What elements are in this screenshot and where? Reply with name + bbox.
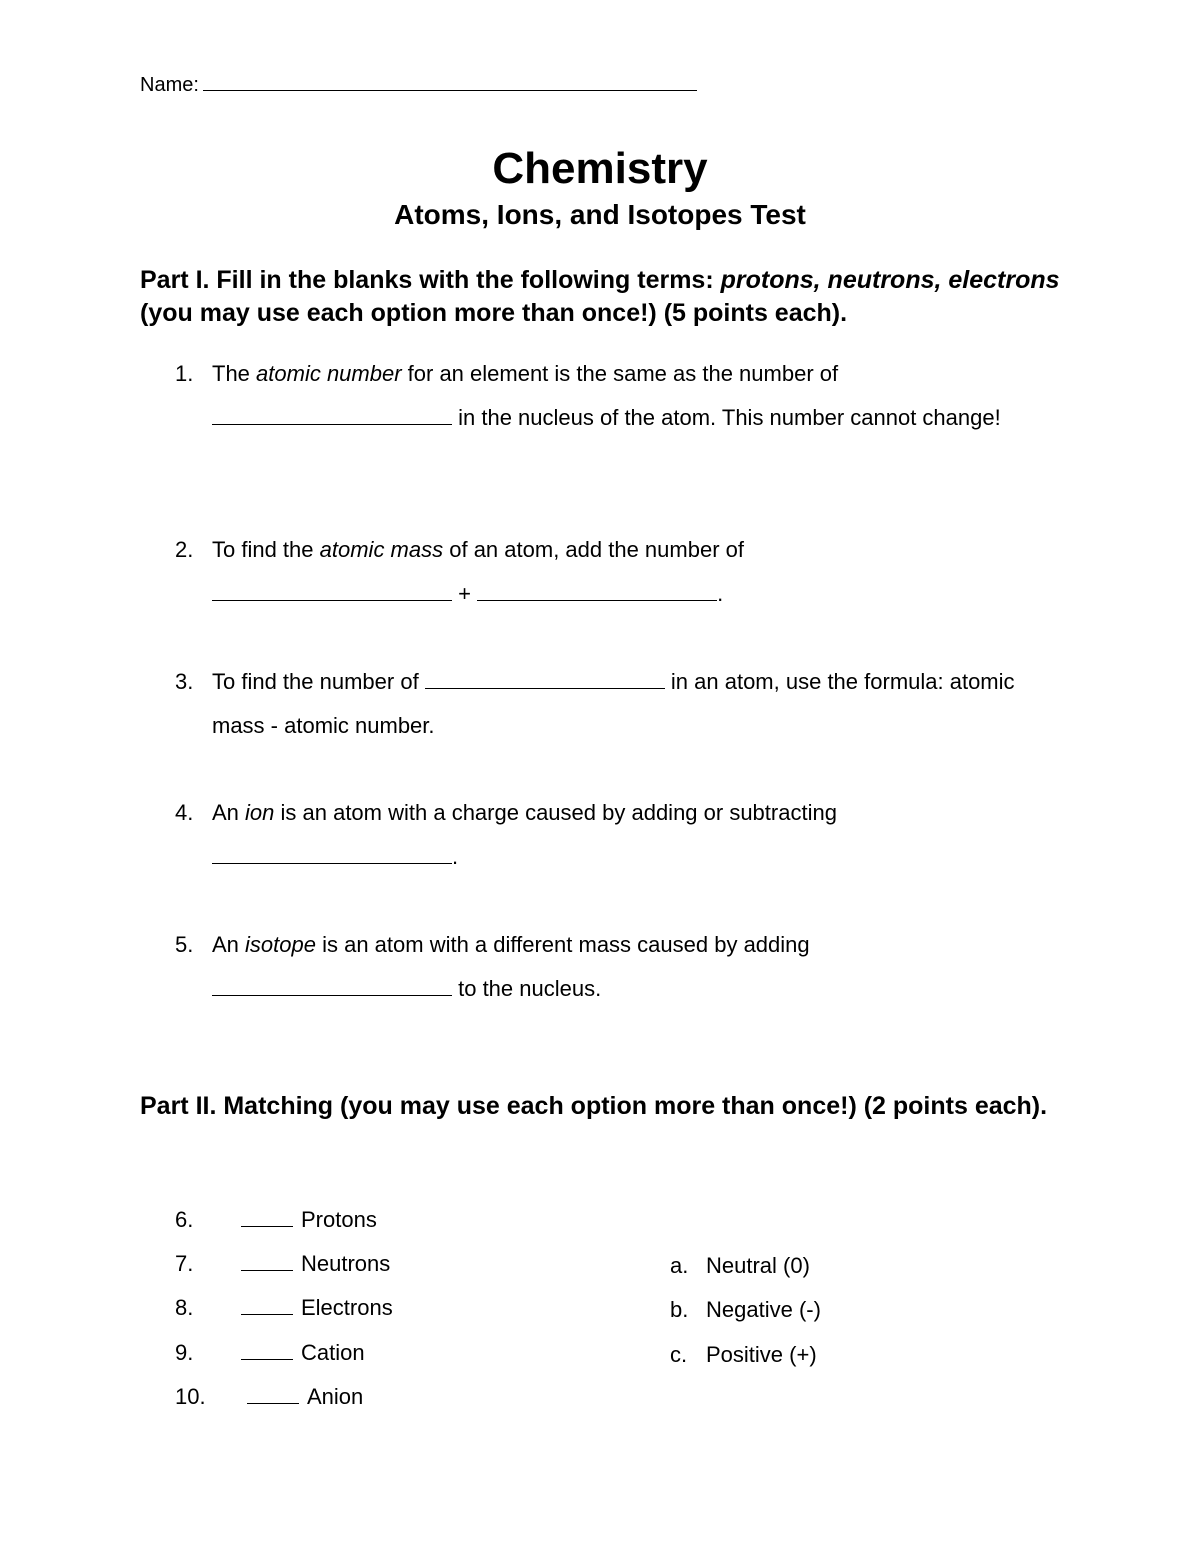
question-text: An <box>212 800 246 825</box>
name-label: Name: <box>140 74 199 96</box>
part2-heading: Part II. Matching (you may use each option more than once!) (2 points each). <box>140 1092 1048 1120</box>
question-text: To find the <box>212 537 320 562</box>
match-blank[interactable] <box>241 1250 293 1271</box>
match-blank[interactable] <box>241 1339 293 1360</box>
answer-blank[interactable] <box>212 843 452 864</box>
match-blank[interactable] <box>241 1294 293 1315</box>
answer-blank[interactable] <box>212 975 452 996</box>
question-4 <box>175 791 1035 879</box>
page-title: Chemistry <box>492 144 708 193</box>
question-number: 1. <box>175 361 194 386</box>
item-label: Neutrons <box>301 1251 391 1276</box>
question-text: The <box>212 361 257 386</box>
option-c <box>670 1340 817 1370</box>
answer-blank[interactable] <box>212 404 452 425</box>
item-label: Anion <box>307 1384 364 1409</box>
question-term: atomic number <box>256 361 402 386</box>
item-number: 10. <box>175 1384 206 1409</box>
option-a <box>670 1251 810 1281</box>
question-text: for an element is the same as the number of <box>401 361 839 386</box>
question-term: atomic mass <box>319 537 444 562</box>
question-text: in the nucleus of the atom. This number cannot change! <box>452 405 1001 430</box>
item-number: 9. <box>175 1340 194 1365</box>
item-label: Electrons <box>301 1295 393 1320</box>
match-blank[interactable] <box>247 1383 299 1404</box>
item-label: Protons <box>301 1207 377 1232</box>
question-text: is an atom with a charge caused by adding or subtracting <box>274 800 837 825</box>
question-3 <box>175 660 1035 748</box>
answer-blank[interactable] <box>212 580 452 601</box>
question-1 <box>175 352 1035 440</box>
option-b <box>670 1295 821 1325</box>
option-letter: a. <box>670 1253 689 1278</box>
name-line <box>140 72 697 97</box>
item-number: 6. <box>175 1207 194 1232</box>
page-subtitle: Atoms, Ions, and Isotopes Test <box>394 199 806 230</box>
question-text: in an atom, use the formula: atomic mass - atomic number. <box>212 669 1015 738</box>
answer-blank[interactable] <box>477 580 717 601</box>
part1-terms: protons, neutrons, electrons <box>720 266 1060 294</box>
plus-sign: + <box>452 581 478 606</box>
option-letter: b. <box>670 1297 689 1322</box>
item-number: 7. <box>175 1251 194 1276</box>
period: . <box>717 581 724 606</box>
question-number: 3. <box>175 669 194 694</box>
question-term: isotope <box>245 932 316 957</box>
name-blank[interactable] <box>203 72 697 91</box>
period: . <box>452 844 459 869</box>
question-5 <box>175 923 1035 1011</box>
item-number: 8. <box>175 1295 194 1320</box>
part1-lead: Part I. Fill in the blanks with the following terms: <box>140 266 721 294</box>
question-text: To find the number of <box>212 669 425 694</box>
question-2 <box>175 528 1035 616</box>
question-number: 2. <box>175 537 194 562</box>
match-blank[interactable] <box>241 1206 293 1227</box>
question-text: to the nucleus. <box>452 976 602 1001</box>
option-label: Neutral (0) <box>706 1253 810 1278</box>
question-text: is an atom with a different mass caused by adding <box>315 932 810 957</box>
option-label: Negative (-) <box>706 1297 821 1322</box>
item-label: Cation <box>301 1340 365 1365</box>
question-number: 4. <box>175 800 194 825</box>
question-term: ion <box>245 800 275 825</box>
question-text: of an atom, add the number of <box>443 537 744 562</box>
answer-blank[interactable] <box>425 668 665 689</box>
question-number: 5. <box>175 932 194 957</box>
part1-tail: (you may use each option more than once!) (5 points each). <box>140 299 848 327</box>
part1-heading <box>140 264 1070 330</box>
question-text: An <box>212 932 246 957</box>
option-letter: c. <box>670 1342 688 1367</box>
option-label: Positive (+) <box>706 1342 817 1367</box>
